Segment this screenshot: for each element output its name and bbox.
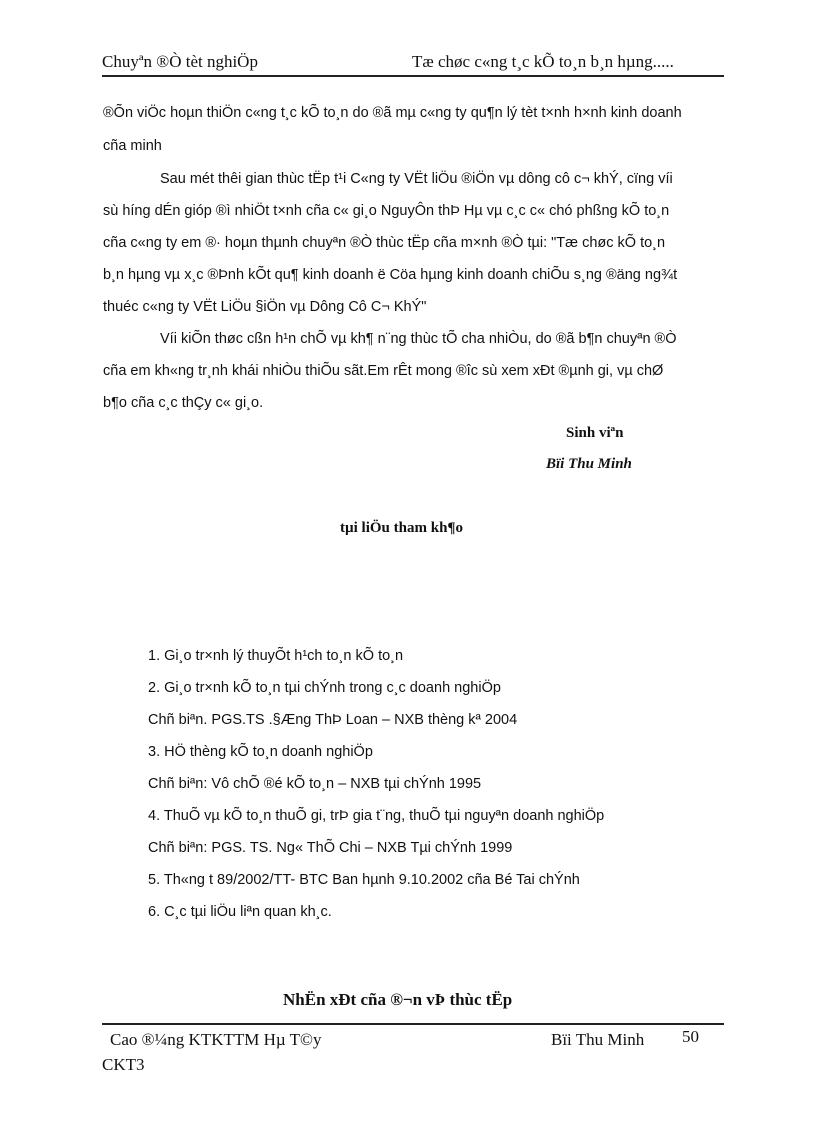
footer-school: Cao ®¼ng KTKTTM Hµ T©y — [110, 1030, 322, 1049]
body-line: sù híng dÉn gióp ®ì nhiÖt t×nh cña c« gi¸o NguyÔn thÞ Hµ vµ c¸c c« chó phßng kÕ to¸n — [103, 203, 670, 219]
reference-item: 3. HÖ thèng kÕ to¸n doanh nghiÖp — [148, 744, 373, 760]
reference-item: 4. ThuÕ vµ kÕ to¸n thuÕ gi, trÞ gia t¨ng, thuÕ tµi nguyªn doanh nghiÖp — [148, 808, 605, 824]
header-right: Tæ chøc c«ng t¸c kÕ to¸n b¸n hµng..... — [412, 52, 674, 71]
body-line: cña c«ng ty em ®· hoµn thµnh chuyªn ®Ò thùc tËp cña m×nh ®Ò tµi: "Tæ chøc kÕ to¸n — [103, 235, 666, 251]
header-rule — [102, 75, 724, 77]
reference-item: 1. Gi¸o tr×nh lý thuyÕt h¹ch to¸n kÕ to¸n — [148, 648, 404, 664]
reference-item: 2. Gi¸o tr×nh kÕ to¸n tµi chÝnh trong c¸c doanh nghiÖp — [148, 680, 501, 696]
reference-item: Chñ biªn. PGS.TS .§Æng ThÞ Loan – NXB thèng kª 2004 — [148, 712, 518, 728]
page-number: 50 — [682, 1027, 699, 1046]
body-line: Víi kiÕn thøc cßn h¹n chÕ vµ kh¶ n¨ng thùc tÕ cha nhiÒu, do ®ã b¶n chuyªn ®Ò — [160, 331, 677, 347]
reference-item: 6. C¸c tµi liÖu liªn quan kh¸c. — [148, 904, 332, 920]
body-line: Sau mét thêi gian thùc tËp t¹i C«ng ty VËt liÖu ®iÖn vµ dông cô c¬ khÝ, cïng víi — [160, 171, 673, 187]
signature-name: Bïi Thu Minh — [546, 456, 632, 472]
header-left: Chuyªn ®Ò tèt nghiÖp — [102, 52, 258, 71]
reference-item: Chñ biªn: Vô chÕ ®é kÕ to¸n – NXB tµi chÝnh 1995 — [148, 776, 482, 792]
footer-class: CKT3 — [102, 1055, 145, 1074]
footer-author: Bïi Thu Minh — [551, 1030, 645, 1049]
reference-item: 5. Th«ng t 89/2002/TT- BTC Ban hµnh 9.10.2002 cña Bé Tai chÝnh — [148, 872, 580, 888]
body-line: thuéc c«ng ty VËt LiÖu §iÖn vµ Dông Cô C¬ KhÝ" — [103, 299, 427, 315]
body-line: b¶o cña c¸c thÇy c« gi¸o. — [103, 395, 264, 411]
body-line: ®Õn viÖc hoµn thiÖn c«ng t¸c kÕ to¸n do ®ã mµ c«ng ty qu¶n lý tèt t×nh h×nh kinh doanh — [103, 105, 682, 121]
reference-item: Chñ biªn: PGS. TS. Ng« ThÕ Chi – NXB Tµi chÝnh 1999 — [148, 840, 513, 856]
comment-heading: NhËn xÐt cña ®¬n vÞ thùc tËp — [283, 990, 513, 1009]
body-line: cña em kh«ng tr¸nh khái nhiÒu thiÕu sãt.Em rÊt mong ®îc sù xem xÐt ®µnh gi, vµ chØ — [103, 363, 664, 379]
body-line: b¸n hµng vµ x¸c ®Þnh kÕt qu¶ kinh doanh ë Cöa hµng kinh doanh chiÕu s¸ng ®äng ng¾t — [103, 267, 678, 283]
references-heading: tµi liÖu tham kh¶o — [340, 520, 464, 536]
body-line: cña minh — [103, 138, 162, 154]
signature-role: Sinh viªn — [566, 425, 624, 441]
footer-rule — [102, 1023, 724, 1025]
